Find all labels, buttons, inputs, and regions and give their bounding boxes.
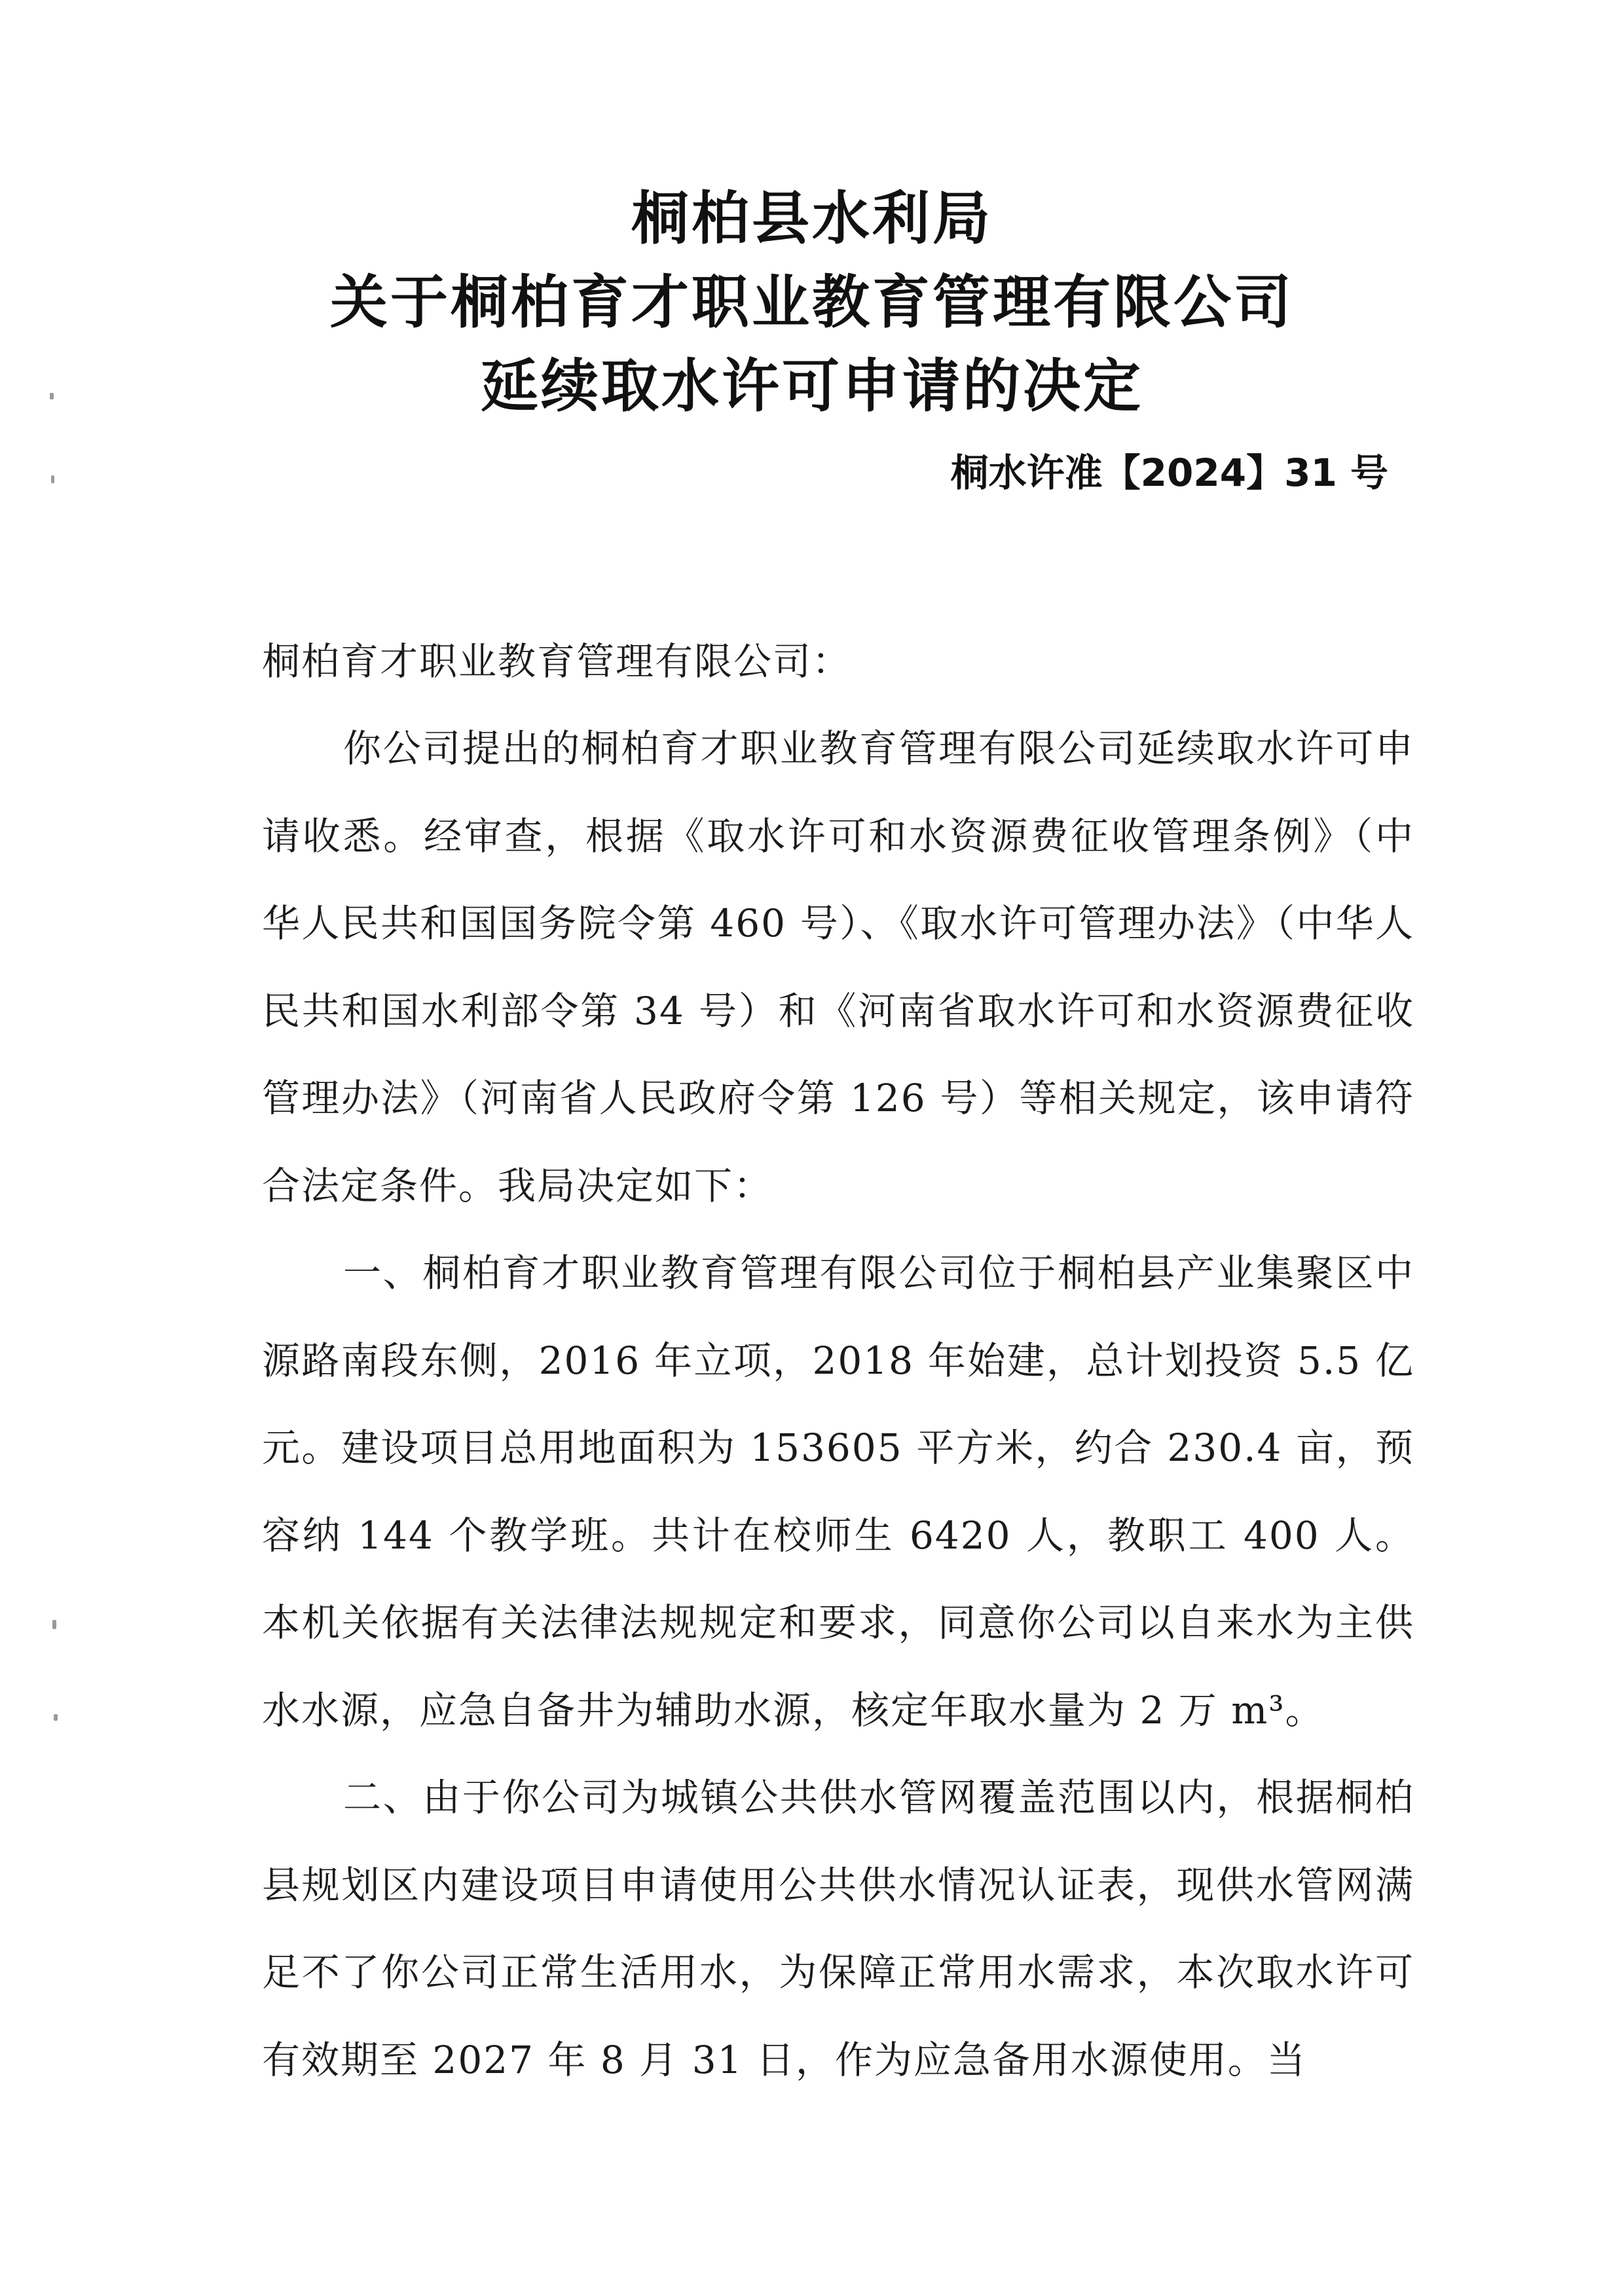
scan-speck (51, 475, 54, 483)
document-number: 桐水许准【2024】31 号 (950, 450, 1388, 495)
scan-speck (52, 1620, 56, 1629)
title-line-issuer: 桐柏县水利局 (631, 185, 993, 252)
salutation: 桐柏育才职业教育管理有限公司： (262, 639, 852, 684)
paragraph-intro: 你公司提出的桐柏育才职业教育管理有限公司延续取水许可申请收悉。经审查，根据《取水许可和水资源费征收管理条例》（中华人民共和国国务院令第 460 号）、《取水许可管理办法》（中华人民共和国水利部令第 34 号）和《河南省取水许可和水资源费征收管理办法》（河南省人民政府令第 126 号）等相关规定，该申请符合法定条件。我局决定如下： (262, 726, 1414, 1208)
paragraph-item-1: 一、桐柏育才职业教育管理有限公司位于桐柏县产业集聚区中源路南段东侧，2016 年立项，2018 年始建，总计划投资 5.5 亿元。建设项目总用地面积为 153605 平方米，约合 230.4 亩，预容纳 144 个教学班。共计在校师生 6420 人，教职工 400 人。本机关依据有关法律法规规定和要求，同意你公司以自来水为主供水水源，应急自备井为辅助水源，核定年取水量为 2 万 m³。 (262, 1251, 1414, 1733)
scan-speck (54, 1714, 58, 1721)
document-title (0, 177, 1624, 428)
document-body (262, 618, 1414, 2104)
title-line-subject: 关于桐柏育才职业教育管理有限公司 (329, 268, 1294, 336)
title-line-decision: 延续取水许可申请的决定 (480, 352, 1143, 420)
paragraph-item-2: 二、由于你公司为城镇公共供水管网覆盖范围以内，根据桐柏县规划区内建设项目申请使用公共供水情况认证表，现供水管网满足不了你公司正常生活用水，为保障正常用水需求，本次取水许可有效期至 2027 年 8 月 31 日，作为应急备用水源使用。当 (262, 1775, 1414, 2082)
